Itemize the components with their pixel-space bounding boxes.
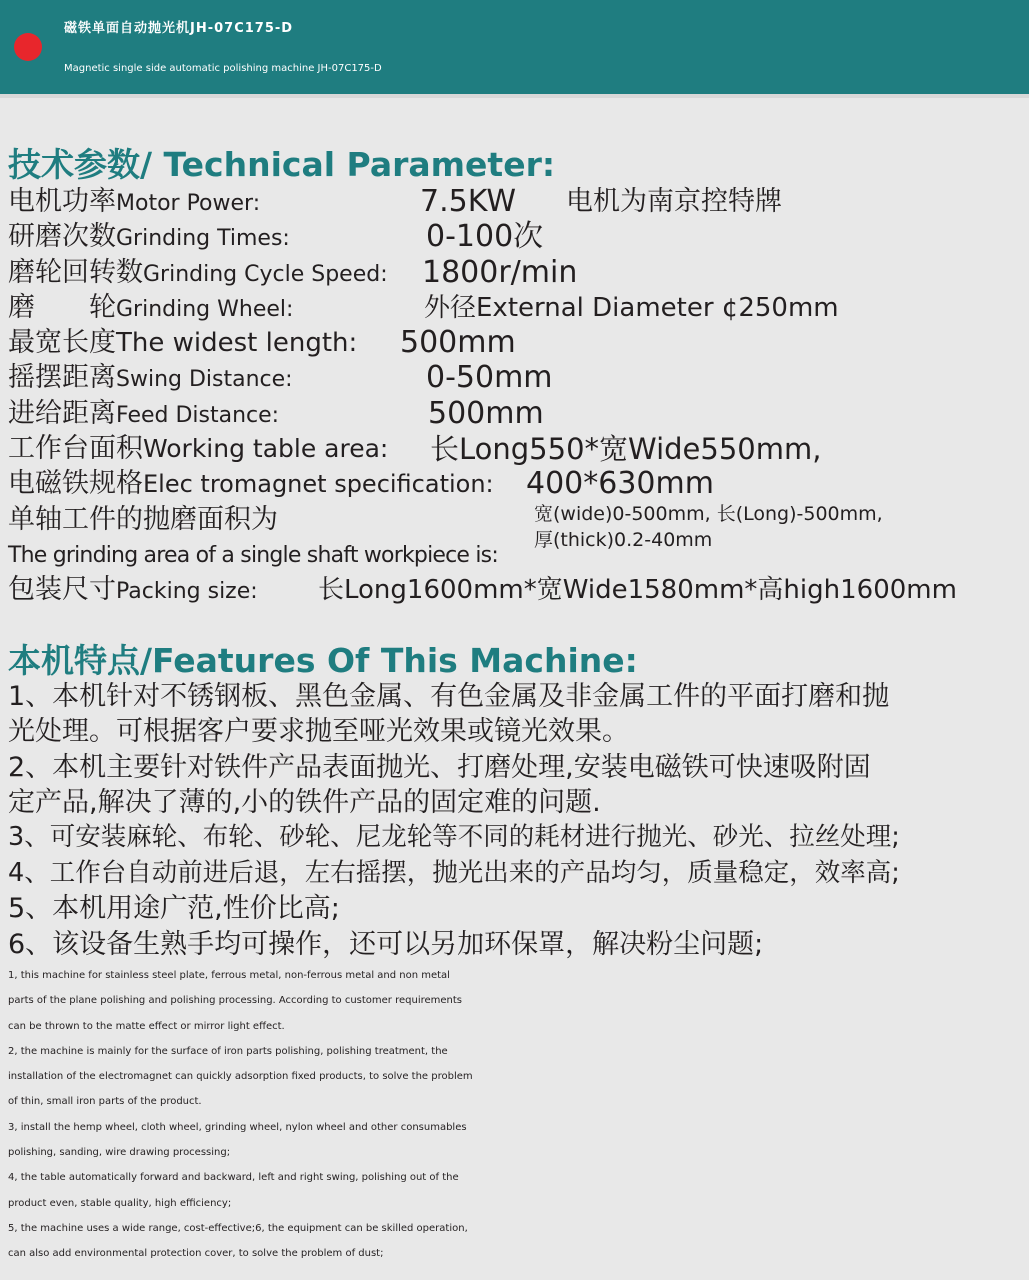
english-line: 4, the table automatically forward and backward, left and right swing, polishing out of the	[8, 1172, 459, 1184]
param-row-packing-size	[0, 572, 1029, 608]
title-chinese: 磁铁单面自动抛光机JH-07C175-D	[64, 21, 294, 36]
param-row-table-area	[0, 431, 1029, 467]
english-line: of thin, small iron parts of the product.	[8, 1096, 202, 1108]
param-row-feed-distance	[0, 396, 1029, 432]
features-english-text	[8, 963, 1023, 1267]
param-row-motor-power	[0, 184, 1029, 220]
param-label: 电磁铁规格Elec tromagnet specification:	[8, 468, 494, 499]
param-row-grinding-area	[0, 502, 1029, 551]
tech-section-title: 技术参数/ Technical Parameter:	[8, 145, 556, 184]
param-row-grinding-times	[0, 219, 1029, 255]
english-line: can be thrown to the matte effect or mirror light effect.	[8, 1020, 285, 1032]
param-label: 单轴工件的抛磨面积为	[8, 504, 278, 535]
feature-line: 定产品,解决了薄的,小的铁件产品的固定难的问题.	[8, 787, 601, 818]
param-value: 500mm	[400, 325, 516, 360]
param-value: 0-50mm	[426, 360, 553, 395]
feature-line: 5、本机用途广范,性价比高;	[8, 893, 340, 924]
param-value: 外径External Diameter ¢250mm	[424, 293, 839, 323]
feature-line: 光处理。可根据客户要求抛至哑光效果或镜光效果。	[8, 716, 629, 747]
param-row-electromagnet	[0, 466, 1029, 502]
feature-line: 6、该设备生熟手均可操作，还可以另加环保罩，解决粉尘问题;	[8, 929, 764, 960]
english-line: installation of the electromagnet can quickly adsorption fixed products, to solve the problem	[8, 1071, 473, 1083]
param-row-grinding-wheel	[0, 290, 1029, 326]
param-label: 研磨次数Grinding Times:	[8, 221, 290, 252]
param-value: 400*630mm	[526, 466, 714, 501]
english-line: product even, stable quality, high efficiency;	[8, 1197, 232, 1209]
param-label: 磨 轮Grinding Wheel:	[8, 292, 294, 323]
param-label: 摇摆距离Swing Distance:	[8, 362, 293, 393]
english-line: polishing, sanding, wire drawing processing;	[8, 1147, 231, 1159]
param-label: 最宽长度The widest length:	[8, 327, 358, 358]
param-value: 500mm	[428, 396, 544, 431]
param-value: 1800r/min	[422, 255, 578, 290]
param-value: 宽(wide)0-500mm, 长(Long)-500mm,	[534, 503, 883, 525]
param-label: 工作台面积Working table area:	[8, 433, 389, 464]
param-label: 电机功率Motor Power:	[8, 186, 261, 217]
param-value: 厚(thick)0.2-40mm	[534, 529, 713, 551]
param-label-english: The grinding area of a single shaft workpiece is:	[8, 543, 498, 568]
param-note: 电机为南京控特牌	[566, 186, 782, 217]
english-line: 1, this machine for stainless steel plate, ferrous metal, non-ferrous metal and non metal	[8, 970, 450, 981]
english-line: 5, the machine uses a wide range, cost-effective;6, the equipment can be skilled operation,	[8, 1222, 468, 1234]
param-label: 包装尺寸Packing size:	[8, 574, 258, 605]
param-label: 磨轮回转数Grinding Cycle Speed:	[8, 257, 388, 288]
feature-line: 1、本机针对不锈钢板、黑色金属、有色金属及非金属工件的平面打磨和抛	[8, 681, 890, 712]
english-line: can also add environmental protection cover, to solve the problem of dust;	[8, 1248, 384, 1260]
param-value: 7.5KW	[420, 184, 516, 219]
feature-line: 4、工作台自动前进后退，左右摇摆，抛光出来的产品均匀，质量稳定，效率高;	[8, 858, 900, 888]
title-english: Magnetic single side automatic polishing machine JH-07C175-D	[64, 63, 382, 74]
english-line: 2, the machine is mainly for the surface of iron parts polishing, polishing treatment, the	[8, 1045, 448, 1057]
param-value: 0-100次	[426, 219, 544, 254]
features-section-title: 本机特点/Features Of This Machine:	[8, 641, 638, 680]
feature-line: 2、本机主要针对铁件产品表面抛光、打磨处理,安装电磁铁可快速吸附固	[8, 752, 871, 783]
param-row-swing-distance	[0, 360, 1029, 396]
param-row-cycle-speed	[0, 255, 1029, 291]
param-label: 进给距离Feed Distance:	[8, 398, 280, 429]
english-line: 3, install the hemp wheel, cloth wheel, grinding wheel, nylon wheel and other consumables	[8, 1121, 467, 1133]
red-dot-icon	[14, 33, 42, 61]
title-banner	[0, 0, 1029, 98]
param-value: 长Long1600mm*宽Wide1580mm*高high1600mm	[318, 575, 957, 605]
param-row-widest-length	[0, 325, 1029, 361]
param-value: 长Long550*宽Wide550mm,	[430, 432, 822, 466]
feature-line: 3、可安装麻轮、布轮、砂轮、尼龙轮等不同的耗材进行抛光、砂光、拉丝处理;	[8, 822, 900, 852]
english-line: parts of the plane polishing and polishing processing. According to customer requirements	[8, 995, 462, 1007]
